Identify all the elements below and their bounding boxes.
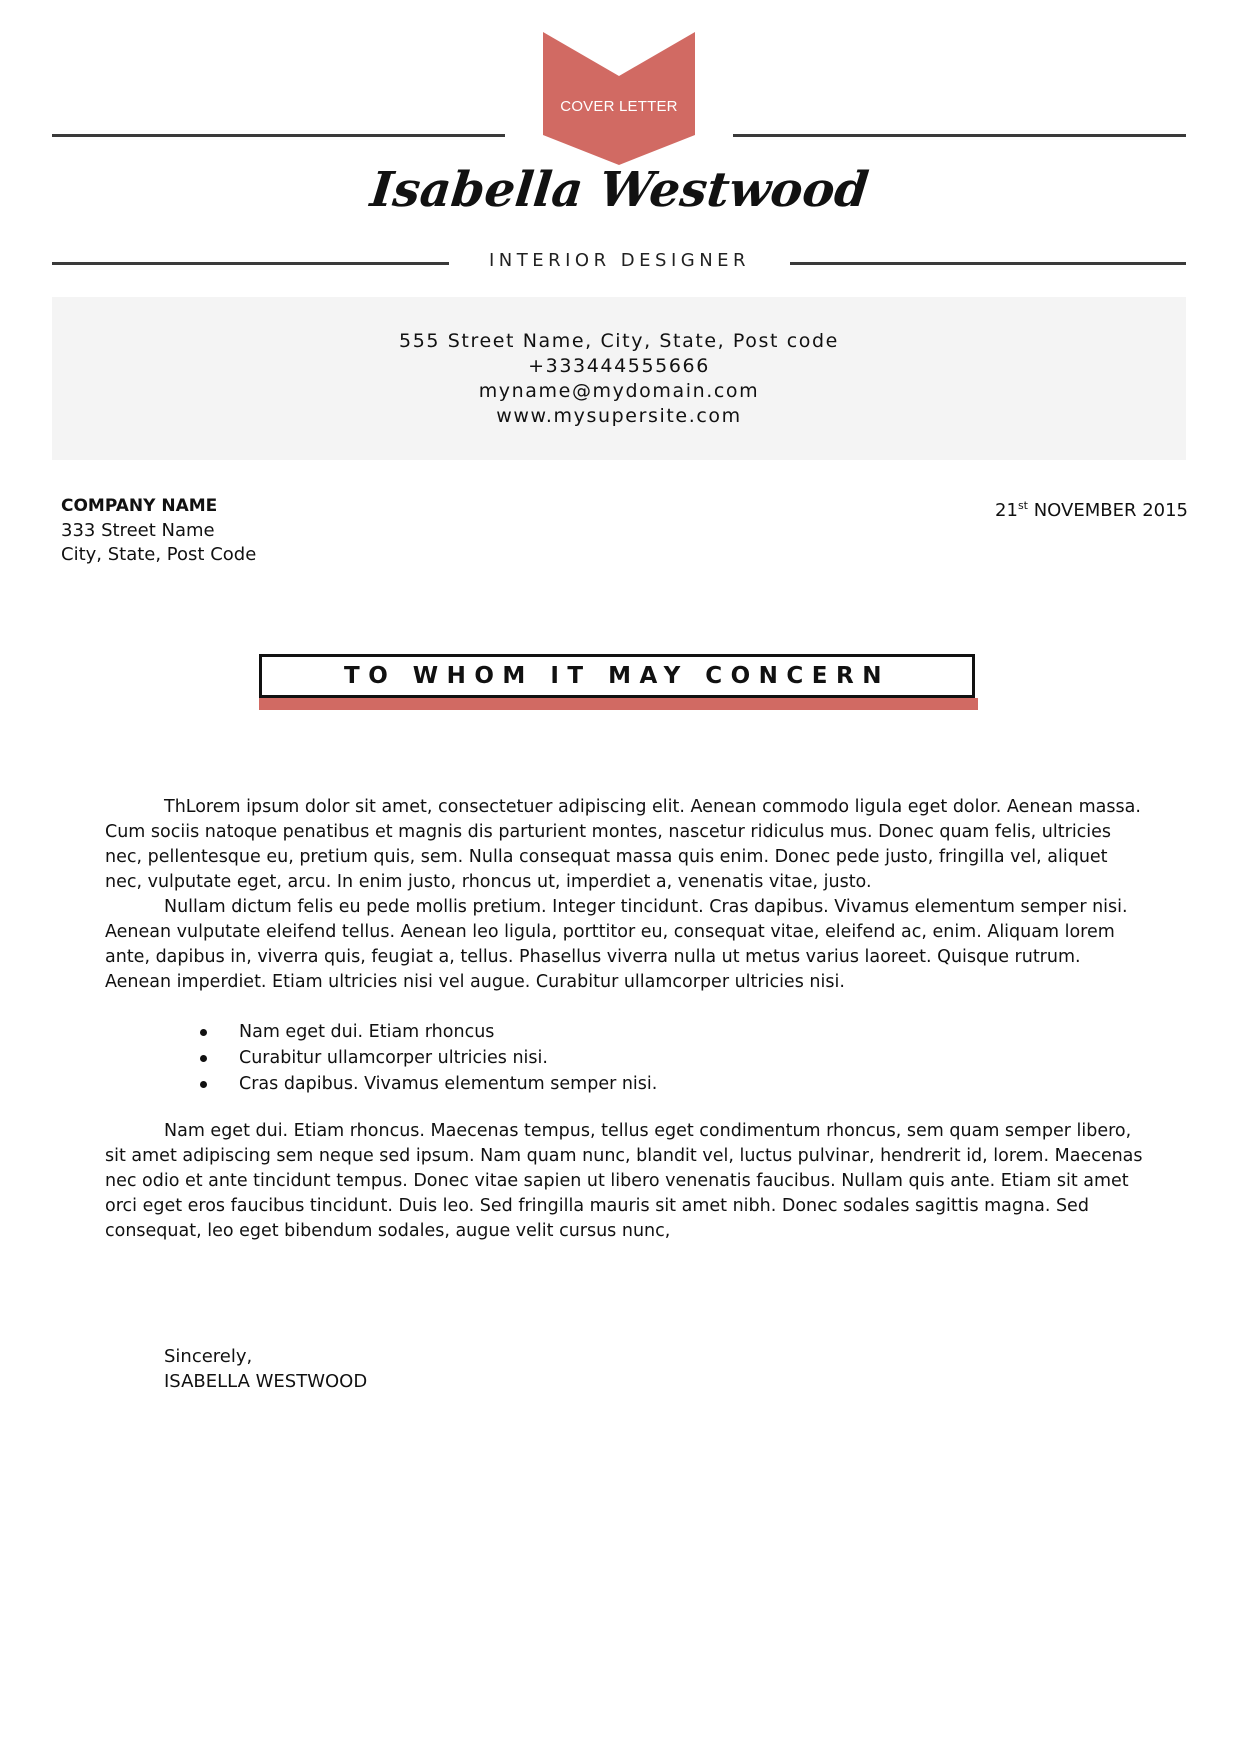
applicant-name: Isabella Westwood [367,162,872,218]
contact-box [52,297,1186,460]
salutation-text: TO WHOM IT MAY CONCERN [344,663,890,689]
bullet-item-3: Cras dapibus. Vivamus elementum semper nisi. [239,1074,658,1094]
bullet-dot-2 [200,1055,207,1062]
signature-name: ISABELLA WESTWOOD [164,1371,368,1392]
recipient-city: City, State, Post Code [61,544,257,565]
header-rule-top-right [733,134,1186,137]
salutation-underbar [259,698,978,710]
body-paragraph-1: ThLorem ipsum dolor sit amet, consectetuer adipiscing elit. Aenean commodo ligula eget dolor. Aenean massa. Cum sociis natoque penatibus et magnis dis parturient montes, nascetur ridiculus mus. Donec quam felis, ultricies nec, pellentesque eu, pretium quis, sem. Nulla consequat massa quis enim. Donec pede justo, fringilla vel, aliquet nec, vulputate eget, arcu. In enim justo, rhoncus ut, imperdiet a, venenatis vitae, justo. [105,797,1141,892]
letter-date [995,494,1188,523]
date-day: 21 [995,500,1018,521]
bullet-item-1: Nam eget dui. Etiam rhoncus [239,1022,495,1042]
header-rule-bottom-left [52,262,449,265]
valediction: Sincerely, [164,1346,253,1367]
contact-email: myname@mydomain.com [478,380,760,402]
recipient-street: 333 Street Name [61,520,215,541]
salutation-box [259,654,975,698]
date-rest: NOVEMBER 2015 [1027,500,1188,521]
contact-phone: +333444555666 [528,355,710,377]
header-rule-bottom-right [790,262,1186,265]
contact-address: 555 Street Name, City, State, Post code [399,330,839,352]
ribbon-label: COVER LETTER [560,98,678,115]
header-rule-top-left [52,134,505,137]
body-paragraph-3: Nam eget dui. Etiam rhoncus. Maecenas tempus, tellus eget condimentum rhoncus, sem quam semper libero, sit amet adipiscing sem neque sed ipsum. Nam quam nunc, blandit vel, luctus pulvinar, hendrerit id, lorem. Maecenas nec odio et ante tincidunt tempus. Donec vitae sapien ut libero venenatis faucibus. Nullam quis ante. Etiam sit amet orci eget eros faucibus tincidunt. Duis leo. Sed fringilla mauris sit amet nibh. Donec sodales sagittis magna. Sed consequat, leo eget bibendum sodales, augue velit cursus nunc, [105,1121,1143,1241]
recipient-company: COMPANY NAME [61,496,218,516]
bullet-item-2: Curabitur ullamcorper ultricies nisi. [239,1048,548,1068]
body-paragraph-2: Nullam dictum felis eu pede mollis pretium. Integer tincidunt. Cras dapibus. Vivamus elementum semper nisi. Aenean vulputate eleifend tellus. Aenean leo ligula, porttitor eu, consequat vitae, eleifend ac, enim. Aliquam lorem ante, dapibus in, viverra quis, feugiat a, tellus. Phasellus viverra nulla ut metus varius laoreet. Quisque rutrum. Aenean imperdiet. Etiam ultricies nisi vel augue. Curabitur ullamcorper ultricies nisi. [105,897,1128,992]
bullet-dot-1 [200,1029,207,1036]
date-suffix: st [1017,499,1028,512]
contact-website: www.mysupersite.com [496,405,742,427]
bullet-dot-3 [200,1081,207,1088]
job-title: INTERIOR DESIGNER [488,250,751,271]
